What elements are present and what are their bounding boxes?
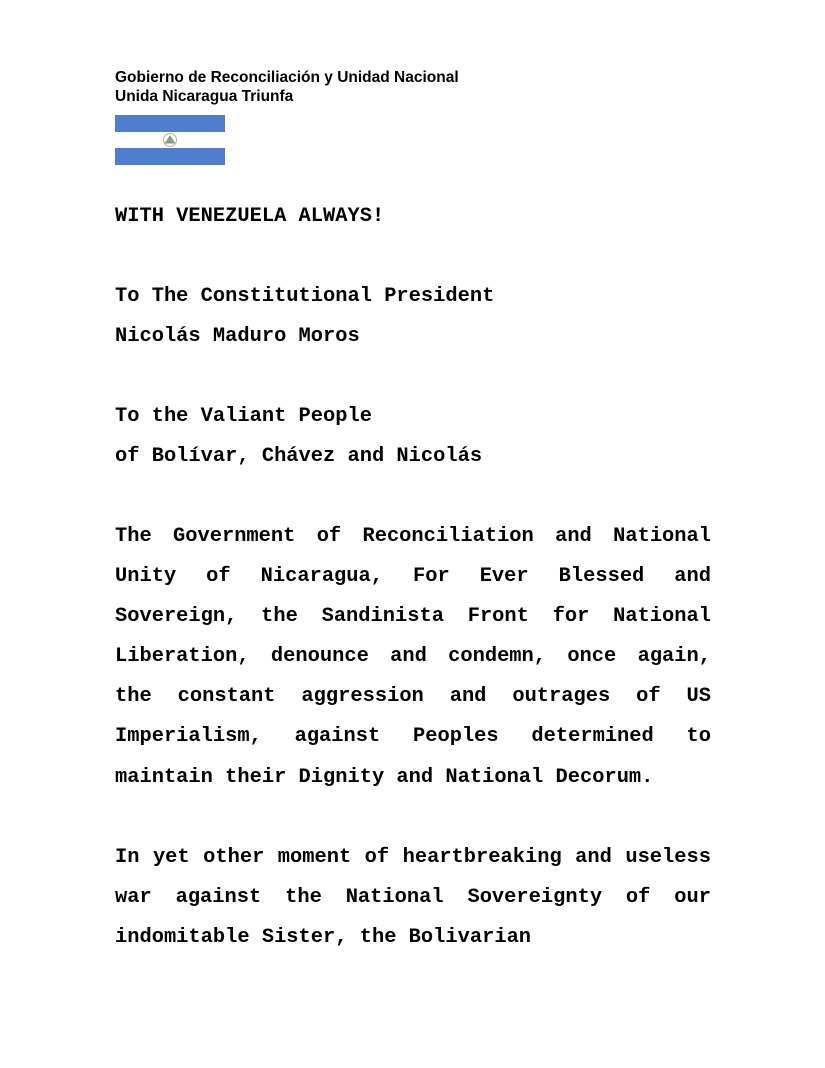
letterhead — [115, 68, 459, 106]
address-people — [115, 397, 711, 477]
address-president — [115, 277, 711, 357]
letter-title: WITH VENEZUELA ALWAYS! — [115, 205, 385, 228]
address-people-line2: of Bolívar, Chávez and Nicolás — [115, 445, 483, 469]
letterhead-government-name: Gobierno de Reconciliación y Unidad Nacional — [115, 69, 459, 86]
address-people-line1: To the Valiant People — [115, 405, 372, 428]
letterhead-slogan: Unida Nicaragua Triunfa — [115, 88, 294, 105]
address-president-line1: To The Constitutional President — [115, 285, 495, 308]
address-president-line2: Nicolás Maduro Moros — [115, 325, 360, 349]
letter-paragraph-1: The Government of Reconciliation and National Unity of Nicaragua, For Ever Blessed and Sovereign, the Sandinista Front for National Liberation, denounce and condemn, once again, the constant aggression and outrages of US Imperialism, against Peoples determined to maintain their Dignity and National Decorum. — [115, 525, 711, 789]
letter-paragraph-2: In yet other moment of heartbreaking and useless war against the National Sovereignty of our indomitable Sister, the Bolivarian — [115, 846, 711, 950]
nicaragua-flag-icon — [115, 115, 225, 165]
